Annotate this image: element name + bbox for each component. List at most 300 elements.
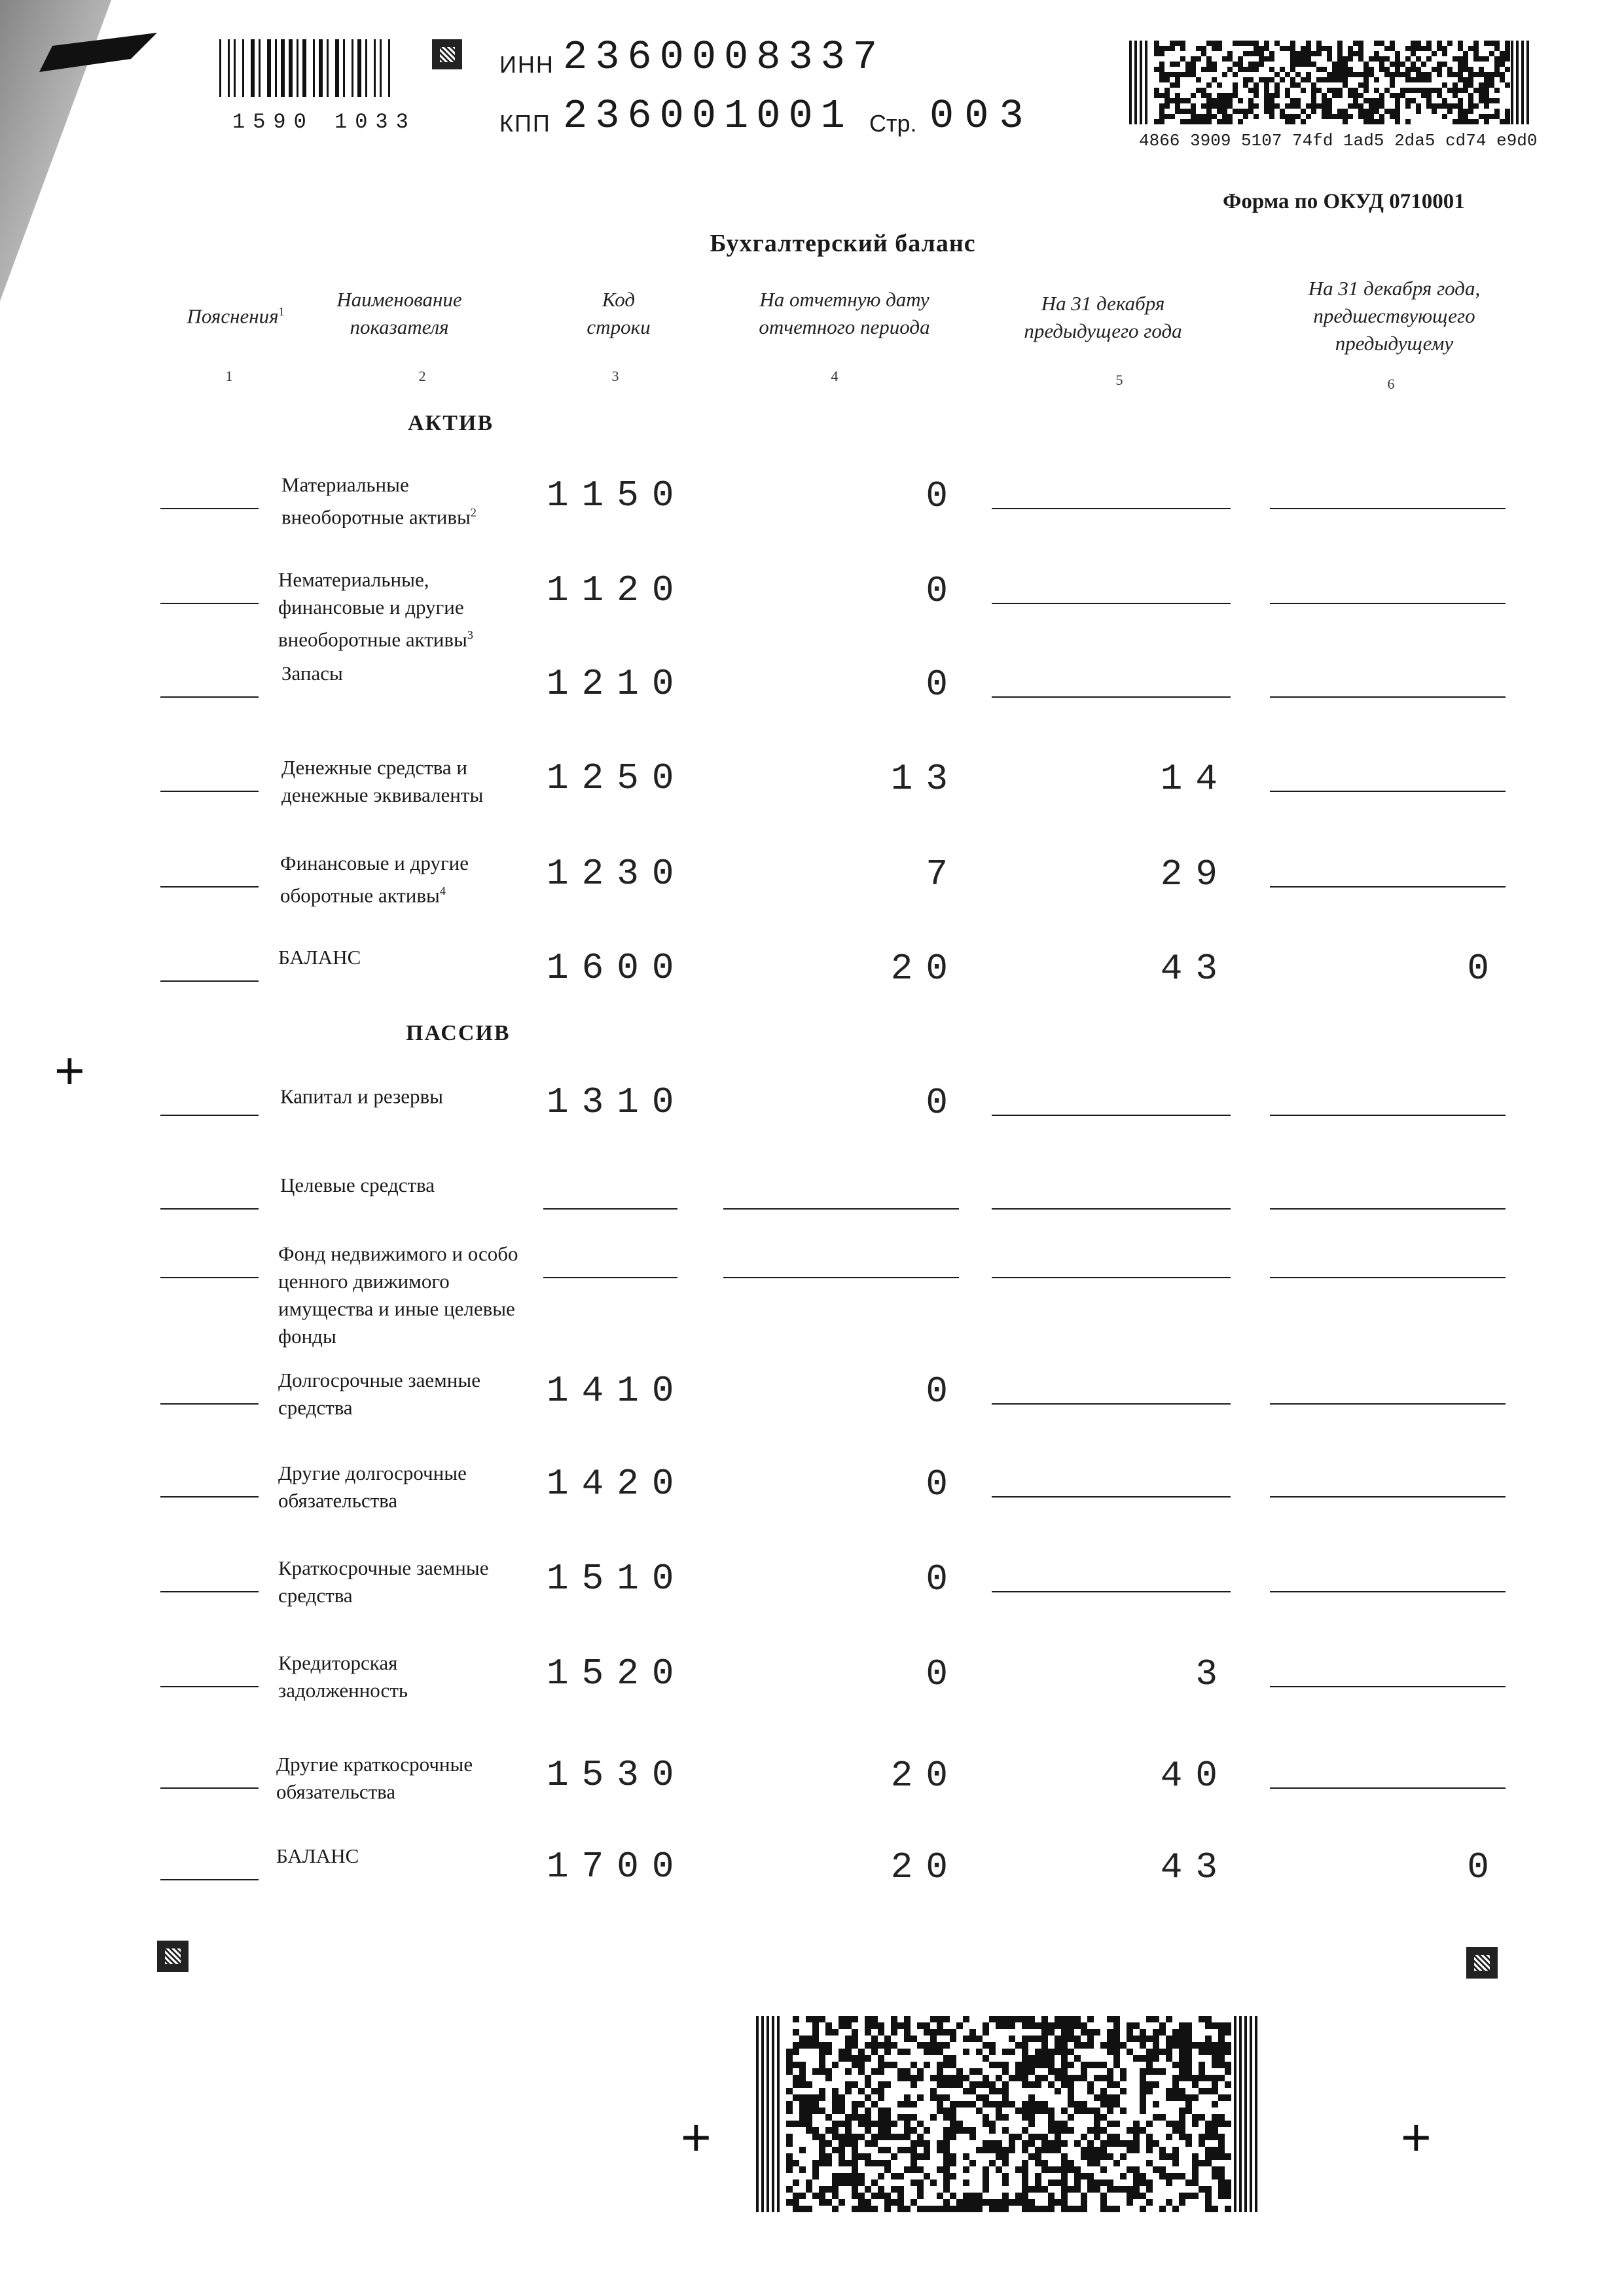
code-module: [1041, 2029, 1048, 2036]
code-module: [1322, 98, 1327, 103]
code-module: [793, 2206, 799, 2212]
notes-dash: [160, 1686, 259, 1687]
code-module: [1061, 2108, 1068, 2114]
code-module: [806, 2114, 812, 2121]
code-module: [943, 2199, 950, 2206]
code-module: [1205, 2186, 1212, 2193]
code-module: [1306, 114, 1311, 119]
code-module: [1484, 119, 1489, 124]
code-module: [1212, 2127, 1218, 2134]
code-module: [1002, 2199, 1009, 2206]
code-module: [1041, 2075, 1048, 2081]
empty-dash: [992, 1591, 1231, 1592]
code-module: [911, 2062, 917, 2068]
code-module: [976, 2036, 983, 2042]
code-module: [1041, 2016, 1048, 2022]
code-module: [1120, 2108, 1127, 2114]
code-module: [1505, 119, 1510, 124]
code-module: [1120, 2068, 1127, 2075]
code-module: [956, 2127, 963, 2134]
code-module: [1172, 2206, 1179, 2212]
code-module: [1484, 41, 1489, 46]
code-module: [1332, 62, 1337, 67]
code-module: [1322, 93, 1327, 98]
barcode-bar: [228, 39, 230, 97]
barcode-bar: [297, 39, 298, 97]
code-module: [799, 2068, 806, 2075]
code-module: [1248, 41, 1254, 46]
code-module: [884, 2049, 891, 2055]
code-module: [812, 2101, 819, 2108]
code-module: [852, 2186, 858, 2193]
code-module: [1484, 103, 1489, 109]
column-number: 3: [611, 368, 619, 384]
code-module: [976, 2108, 983, 2114]
footnote-mark: 2: [470, 506, 477, 519]
code-module: [878, 2147, 884, 2153]
code-module: [1322, 77, 1327, 82]
code-module: [1087, 2081, 1094, 2088]
code-module: [996, 2206, 1002, 2212]
code-module: [812, 2094, 819, 2101]
code-module: [897, 2022, 904, 2029]
code-module: [1212, 2114, 1218, 2121]
code-module: [1379, 93, 1384, 98]
code-module: [1048, 2147, 1055, 2153]
code-module: [1140, 2127, 1146, 2134]
empty-dash: [543, 1277, 677, 1278]
row-label: [278, 566, 527, 653]
code-module: [1107, 2206, 1113, 2212]
code-module: [963, 2101, 969, 2108]
code-module: [1107, 2134, 1113, 2140]
code-module: [1205, 2016, 1212, 2022]
code-module: [1185, 2094, 1192, 2101]
code-module: [1164, 46, 1170, 51]
code-module: [1199, 2140, 1205, 2147]
code-module: [1028, 2036, 1035, 2042]
code-module: [1206, 41, 1212, 46]
code-module: [1074, 2186, 1081, 2193]
code-module: [1061, 2029, 1068, 2036]
code-module: [1505, 41, 1510, 46]
code-module: [996, 2088, 1002, 2094]
code-module: [1411, 46, 1416, 51]
code-module: [1479, 56, 1484, 62]
code-module: [1254, 46, 1259, 51]
code-module: [1395, 93, 1400, 98]
code-module: [1061, 2068, 1068, 2075]
code-module: [1447, 109, 1453, 114]
barcode-bar: [302, 39, 306, 97]
code-module: [858, 2206, 865, 2212]
code-module: [1463, 119, 1468, 124]
code-module: [1133, 2022, 1140, 2029]
code-module: [1094, 2160, 1100, 2166]
code-module: [1199, 2075, 1205, 2081]
code-module: [1055, 2199, 1061, 2206]
code-module: [1332, 93, 1337, 98]
code-module: [832, 2127, 839, 2134]
code-module: [1306, 103, 1311, 109]
code-module: [1463, 109, 1468, 114]
code-module: [983, 2029, 989, 2036]
code-module: [1384, 72, 1390, 77]
code-module: [1074, 2173, 1081, 2179]
code-module: [1233, 82, 1238, 88]
code-module: [1048, 2199, 1055, 2206]
code-module: [1153, 2036, 1159, 2042]
code-module: [1185, 2140, 1192, 2147]
code-module: [832, 2147, 839, 2153]
code-module: [1494, 72, 1500, 77]
code-module: [989, 2062, 996, 2068]
code-module: [1426, 103, 1432, 109]
code-module: [1217, 98, 1222, 103]
code-module: [897, 2147, 904, 2153]
code-module: [852, 2140, 858, 2147]
code-module: [1074, 2036, 1081, 2042]
code-module: [793, 2049, 799, 2055]
code-module: [1107, 2081, 1113, 2088]
empty-dash: [723, 1208, 959, 1210]
code-module: [1028, 2062, 1035, 2068]
code-module: [1526, 41, 1529, 124]
code-module: [1453, 88, 1458, 93]
code-module: [1238, 98, 1243, 103]
code-module: [1196, 77, 1201, 82]
code-module: [1479, 72, 1484, 77]
code-module: [1140, 2206, 1146, 2212]
code-module: [1358, 82, 1363, 88]
row-code: 1150: [547, 475, 687, 516]
code-module: [1511, 41, 1513, 124]
notes-dash: [160, 1115, 259, 1116]
code-module: [996, 2022, 1002, 2029]
code-module: [1327, 109, 1332, 114]
code-module: [1254, 103, 1259, 109]
code-module: [1494, 114, 1500, 119]
code-module: [1022, 2068, 1028, 2075]
code-module: [1473, 119, 1479, 124]
code-module: [1179, 2068, 1185, 2075]
barcode-bar: [319, 39, 323, 97]
code-module: [1442, 82, 1447, 88]
code-module: [1473, 41, 1479, 46]
code-module: [1199, 2042, 1205, 2049]
code-module: [1358, 103, 1363, 109]
code-module: [904, 2206, 911, 2212]
code-module: [1218, 2166, 1225, 2173]
code-module: [937, 2062, 943, 2068]
code-module: [1009, 2049, 1015, 2055]
code-module: [1087, 2127, 1094, 2134]
code-module: [976, 2049, 983, 2055]
code-module: [1172, 2160, 1179, 2166]
code-module: [1201, 103, 1206, 109]
code-module: [1248, 62, 1254, 67]
code-module: [1285, 103, 1290, 109]
code-module: [1146, 2199, 1153, 2206]
code-module: [1206, 114, 1212, 119]
code-module: [1055, 2127, 1061, 2134]
code-module: [1153, 2016, 1159, 2022]
code-module: [1421, 93, 1426, 98]
code-module: [865, 2094, 871, 2101]
code-module: [1120, 2140, 1127, 2147]
code-module: [1285, 114, 1290, 119]
code-module: [1055, 2049, 1061, 2055]
code-module: [1384, 88, 1390, 93]
code-module: [1154, 41, 1159, 46]
code-module: [1127, 2049, 1133, 2055]
code-module: [963, 2049, 969, 2055]
code-module: [1048, 2179, 1055, 2186]
code-module: [1395, 51, 1400, 56]
code-module: [1322, 114, 1327, 119]
code-module: [1212, 114, 1217, 119]
code-module: [1035, 2062, 1041, 2068]
code-module: [976, 2206, 983, 2212]
code-module: [1191, 93, 1196, 98]
barcode-bar: [374, 39, 376, 97]
code-module: [878, 2173, 884, 2179]
code-module: [1185, 72, 1191, 77]
code-module: [1390, 93, 1395, 98]
code-module: [1285, 46, 1290, 51]
code-module: [786, 2101, 793, 2108]
code-module: [1254, 41, 1259, 46]
code-module: [1254, 88, 1259, 93]
code-module: [1179, 2114, 1185, 2121]
code-module: [1395, 119, 1400, 124]
code-module: [1133, 2186, 1140, 2193]
code-module: [1055, 2140, 1061, 2147]
code-module: [1500, 56, 1505, 62]
code-module: [969, 2206, 976, 2212]
code-module: [1180, 41, 1185, 46]
code-module: [904, 2075, 911, 2081]
code-module: [839, 2153, 845, 2160]
code-module: [865, 2160, 871, 2166]
code-module: [1379, 41, 1384, 46]
code-module: [1028, 2199, 1035, 2206]
code-module: [963, 2075, 969, 2081]
code-module: [1264, 56, 1269, 62]
code-module: [1489, 98, 1494, 103]
code-module: [839, 2173, 845, 2179]
notes-dash: [160, 791, 259, 792]
code-module: [950, 2101, 956, 2108]
code-module: [1061, 2127, 1068, 2134]
code-module: [1218, 2179, 1225, 2186]
row-label: [278, 1240, 527, 1350]
code-module: [1133, 2140, 1140, 2147]
code-module: [1264, 77, 1269, 82]
code-module: [1153, 2055, 1159, 2062]
code-module: [1107, 2094, 1113, 2101]
code-module: [1218, 2055, 1225, 2062]
code-module: [1358, 46, 1363, 51]
code-module: [1500, 119, 1505, 124]
code-module: [819, 2160, 825, 2166]
code-module: [1369, 67, 1374, 72]
code-module: [1002, 2193, 1009, 2199]
code-module: [761, 2016, 764, 2212]
code-module: [1269, 114, 1274, 119]
code-module: [1468, 93, 1473, 98]
code-module: [976, 2094, 983, 2101]
code-module: [1068, 2127, 1074, 2134]
empty-dash: [992, 696, 1231, 698]
code-module: [1301, 62, 1306, 67]
code-module: [1205, 2193, 1212, 2199]
code-module: [1290, 62, 1295, 67]
code-module: [1055, 2134, 1061, 2140]
code-module: [1411, 67, 1416, 72]
code-module: [943, 2127, 950, 2134]
code-module: [812, 2108, 819, 2114]
code-module: [1107, 2186, 1113, 2193]
code-module: [1384, 46, 1390, 51]
code-module: [1048, 2049, 1055, 2055]
code-module: [819, 2049, 825, 2055]
code-module: [839, 2179, 845, 2186]
code-module: [1159, 51, 1164, 56]
code-module: [917, 2206, 924, 2212]
code-module: [1269, 56, 1274, 62]
code-module: [1087, 2173, 1094, 2179]
code-module: [1140, 2108, 1146, 2114]
code-module: [1205, 2088, 1212, 2094]
empty-dash: [1270, 1496, 1506, 1498]
code-module: [1218, 2075, 1225, 2081]
code-module: [878, 2121, 884, 2127]
code-module: [1048, 2068, 1055, 2075]
code-module: [1028, 2101, 1035, 2108]
code-module: [1322, 103, 1327, 109]
code-module: [799, 2042, 806, 2049]
code-module: [1061, 2055, 1068, 2062]
code-module: [996, 2101, 1002, 2108]
code-module: [930, 2049, 937, 2055]
code-module: [1463, 88, 1468, 93]
code-module: [1222, 56, 1227, 62]
code-module: [1473, 46, 1479, 51]
code-module: [989, 2016, 996, 2022]
code-module: [1363, 77, 1369, 82]
code-module: [1041, 2036, 1048, 2042]
code-module: [1113, 2101, 1120, 2108]
code-module: [1212, 41, 1217, 46]
code-module: [806, 2016, 812, 2022]
code-module: [1269, 103, 1274, 109]
code-module: [1206, 56, 1212, 62]
code-module: [943, 2153, 950, 2160]
code-module: [1363, 88, 1369, 93]
code-module: [1048, 2121, 1055, 2127]
code-module: [976, 2147, 983, 2153]
code-module: [852, 2153, 858, 2160]
code-module: [1094, 2153, 1100, 2160]
notes-dash: [160, 980, 259, 982]
code-module: [937, 2094, 943, 2101]
code-module: [819, 2088, 825, 2094]
code-module: [1153, 2114, 1159, 2121]
barcode-bar: [352, 39, 353, 97]
code-module: [1442, 51, 1447, 56]
column-header-prev-prev-year: На 31 декабря года, предшествующего предыдущему: [1308, 277, 1481, 355]
code-module: [786, 2049, 793, 2055]
code-module: [1035, 2101, 1041, 2108]
code-module: [969, 2036, 976, 2042]
code-module: [930, 2036, 937, 2042]
code-module: [1094, 2186, 1100, 2193]
code-module: [1337, 46, 1343, 51]
code-module: [832, 2186, 839, 2193]
code-module: [1002, 2081, 1009, 2088]
code-module: [989, 2147, 996, 2153]
code-module: [1153, 2068, 1159, 2075]
row-label-text: Долгосрочные заемные средства: [278, 1369, 480, 1419]
code-module: [793, 2075, 799, 2081]
code-module: [1192, 2094, 1199, 2101]
code-module: [852, 2062, 858, 2068]
code-module: [1212, 2206, 1218, 2212]
code-module: [1146, 2055, 1153, 2062]
code-module: [1022, 2173, 1028, 2179]
code-module: [852, 2166, 858, 2173]
code-module: [1311, 62, 1316, 67]
code-module: [871, 2101, 878, 2108]
code-module: [1218, 2049, 1225, 2055]
code-module: [1218, 2193, 1225, 2199]
code-module: [1022, 2127, 1028, 2134]
code-module: [1494, 109, 1500, 114]
row-label-text: Кредиторская задолженность: [278, 1651, 408, 1702]
code-module: [989, 2081, 996, 2088]
code-module: [1185, 2049, 1192, 2055]
code-module: [1185, 2193, 1192, 2199]
code-module: [1358, 114, 1363, 119]
code-module: [1379, 119, 1384, 124]
code-module: [793, 2016, 799, 2022]
code-module: [878, 2127, 884, 2134]
code-module: [1048, 2022, 1055, 2029]
code-module: [976, 2081, 983, 2088]
code-module: [1374, 51, 1379, 56]
code-module: [904, 2094, 911, 2101]
code-module: [1002, 2101, 1009, 2108]
code-module: [1343, 56, 1348, 62]
code-module: [1035, 2147, 1041, 2153]
code-module: [1290, 82, 1295, 88]
code-module: [1238, 109, 1243, 114]
code-module: [950, 2108, 956, 2114]
code-module: [1061, 2160, 1068, 2166]
empty-dash: [992, 1208, 1231, 1210]
code-module: [1061, 2042, 1068, 2049]
code-module: [1087, 2147, 1094, 2153]
code-module: [1164, 103, 1170, 109]
code-module: [1322, 109, 1327, 114]
code-module: [852, 2042, 858, 2049]
code-module: [845, 2016, 852, 2022]
code-module: [1048, 2062, 1055, 2068]
code-module: [1311, 93, 1316, 98]
code-module: [1159, 2153, 1166, 2160]
code-module: [911, 2075, 917, 2081]
